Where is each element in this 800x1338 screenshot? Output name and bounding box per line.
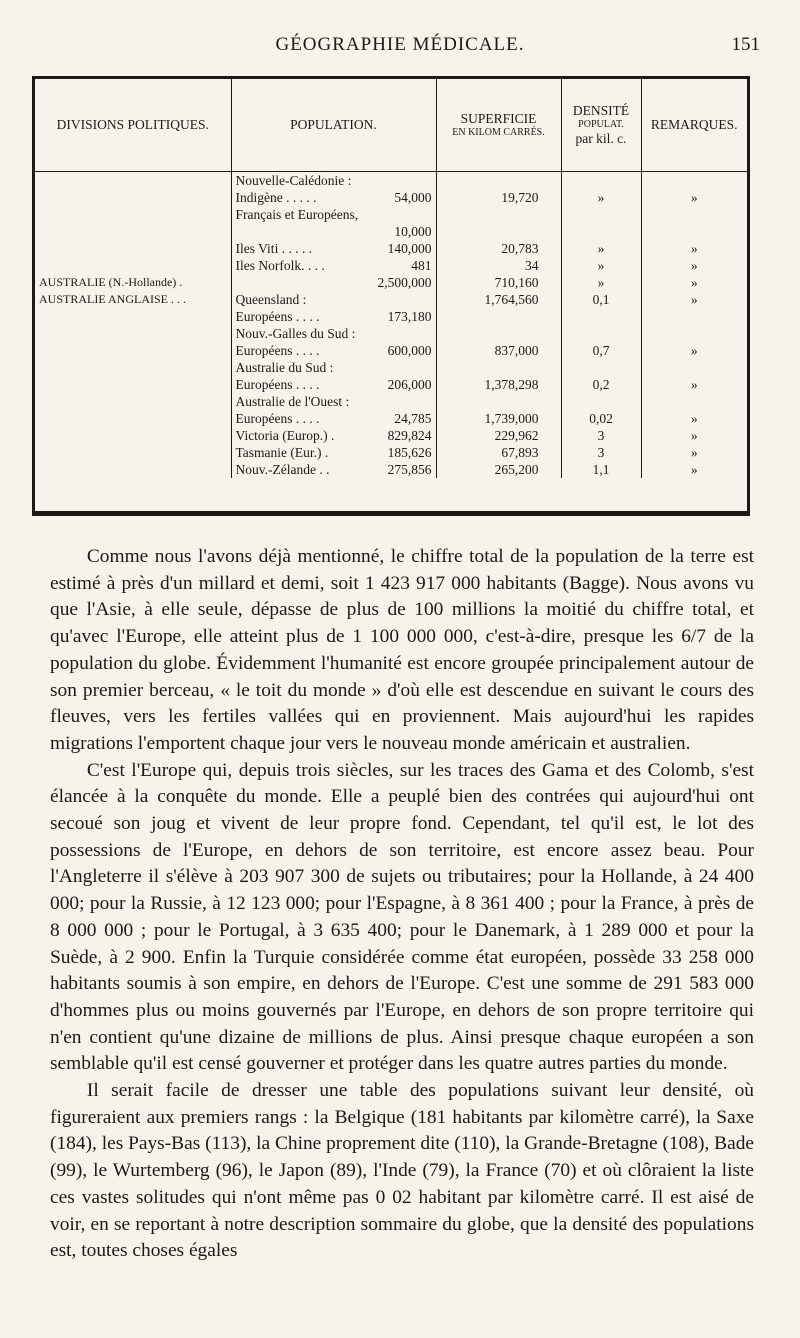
cell-superficie (436, 393, 561, 410)
table-row (35, 274, 747, 291)
col-densite-sub1: POPULAT. (578, 119, 624, 130)
population-label: Européens . . . . (235, 377, 320, 392)
population-label: Nouvelle-Calédonie : (235, 173, 352, 188)
cell-superficie: 67,893 (436, 444, 561, 461)
cell-superficie: 265,200 (436, 461, 561, 478)
cell-remarques (641, 359, 747, 376)
cell-superficie: 710,160 (436, 274, 561, 291)
cell-superficie (436, 308, 561, 325)
cell-remarques: » (641, 444, 747, 461)
cell-population (231, 172, 436, 190)
cell-population (231, 444, 436, 461)
population-label: Australie de l'Ouest : (235, 394, 350, 409)
table-row (35, 257, 747, 274)
cell-densite: 0,1 (561, 291, 641, 308)
cell-superficie: 19,720 (436, 189, 561, 206)
cell-superficie: 1,764,560 (436, 291, 561, 308)
cell-population (231, 325, 436, 342)
cell-division (35, 240, 231, 257)
cell-remarques: » (641, 461, 747, 478)
paragraph: Il serait facile de dresser une table des populations suivant leur densité, où figureraient aux premiers rangs : la Belgique (181 habitants par kilomètre carré), la Saxe (184), les Pays-Bas (113), la Chine proprement dite (110), la Grande-Bretagne (108), Bade (99), le Wurtemberg (96), le Japon (89), l'Inde (79), la France (70) et où clôraient la liste ces vastes solitudes qui n'ont même pas 0 02 habitant par kilomètre carré. Il est aisé de voir, en se reportant à notre description sommaire du globe, que la densité des populations est, toutes choses égales (50, 1080, 754, 1262)
cell-division (35, 461, 231, 478)
cell-densite: 0,02 (561, 410, 641, 427)
population-value: 275,856 (387, 462, 432, 477)
cell-superficie (436, 359, 561, 376)
cell-division (35, 189, 231, 206)
cell-division (35, 257, 231, 274)
cell-division (35, 223, 231, 240)
col-superficie-title: SUPERFICIE (460, 110, 537, 126)
cell-division (35, 393, 231, 410)
running-title: GÉOGRAPHIE MÉDICALE. (275, 34, 525, 55)
table-row (35, 172, 747, 190)
cell-division (35, 206, 231, 223)
col-densite-sub2: par kil. c. (575, 131, 627, 146)
page-header (40, 30, 760, 64)
cell-densite (561, 223, 641, 240)
cell-remarques: » (641, 274, 747, 291)
cell-remarques (641, 172, 747, 190)
population-value: 24,785 (394, 411, 432, 426)
col-superficie (436, 79, 561, 172)
cell-superficie: 1,739,000 (436, 410, 561, 427)
cell-densite: 0,2 (561, 376, 641, 393)
population-label: Nouv.-Galles du Sud : (235, 326, 356, 341)
cell-population (231, 257, 436, 274)
cell-remarques: » (641, 410, 747, 427)
cell-densite: » (561, 189, 641, 206)
cell-division (35, 376, 231, 393)
table-row (35, 291, 747, 308)
cell-division (35, 444, 231, 461)
paragraph: Comme nous l'avons déjà mentionné, le chiffre total de la population de la terre est estimé à près d'un millard et demi, soit 1 423 917 000 habitants (Bagge). Nous avons vu que l'Asie, à elle seule, dépasse de plus de 100 millions la moitié du chiffre total, et qu'avec l'Europe, elle atteint plus de 1 100 000 000, c'est-à-dire, presque les 6/7 de la population du globe. Évidemment l'humanité est encore groupée principalement autour de son premier berceau, « le toit du monde » d'où elle est descendue en suivant le cours des fleuves, vers les fertiles vallées qui en proviennent. Mais aujourd'hui les rapides migrations l'emportent chaque jour vers le nouveau monde américain et australien. (50, 546, 754, 754)
table-row (35, 427, 747, 444)
cell-division (35, 308, 231, 325)
col-densite (561, 79, 641, 172)
cell-division: AUSTRALIE (N.-Hollande) . (39, 275, 183, 289)
cell-remarques: » (641, 427, 747, 444)
population-label: Nouv.-Zélande . . (235, 462, 330, 477)
cell-population (231, 410, 436, 427)
cell-densite: » (561, 257, 641, 274)
population-label: Européens . . . . (235, 309, 320, 324)
cell-remarques: » (641, 257, 747, 274)
cell-remarques: » (641, 240, 747, 257)
cell-densite (561, 308, 641, 325)
cell-densite: 3 (561, 427, 641, 444)
population-label: Français et Européens, (235, 207, 359, 222)
cell-division (35, 325, 231, 342)
cell-superficie (436, 223, 561, 240)
population-value: 2,500,000 (377, 275, 432, 290)
col-superficie-sub: EN KILOM CARRÉS. (452, 127, 545, 139)
cell-densite (561, 172, 641, 190)
cell-superficie: 20,783 (436, 240, 561, 257)
cell-division: AUSTRALIE ANGLAISE . . . (39, 292, 186, 306)
population-label: Européens . . . . (235, 343, 320, 358)
table-row (35, 376, 747, 393)
table-row (35, 393, 747, 410)
body-text (50, 544, 754, 1265)
population-label: Iles Norfolk. . . . (235, 258, 325, 273)
cell-population (231, 461, 436, 478)
cell-remarques (641, 206, 747, 223)
table-row (35, 223, 747, 240)
cell-remarques (641, 325, 747, 342)
population-value: 10,000 (394, 224, 432, 239)
page-number: 151 (731, 34, 760, 55)
cell-densite: 1,1 (561, 461, 641, 478)
table-row (35, 325, 747, 342)
cell-densite (561, 206, 641, 223)
cell-densite (561, 393, 641, 410)
col-densite-title: DENSITÉ (572, 102, 630, 118)
cell-population (231, 223, 436, 240)
cell-population (231, 342, 436, 359)
cell-remarques (641, 223, 747, 240)
cell-population (231, 291, 436, 308)
population-value: 54,000 (394, 190, 432, 205)
cell-densite: » (561, 240, 641, 257)
cell-division (35, 427, 231, 444)
table-row (35, 189, 747, 206)
cell-population (231, 189, 436, 206)
cell-population (231, 206, 436, 223)
population-label: Tasmanie (Eur.) . (235, 445, 329, 460)
cell-remarques: » (641, 342, 747, 359)
population-label: Victoria (Europ.) . (235, 428, 335, 443)
col-population: POPULATION. (231, 79, 436, 172)
cell-superficie: 34 (436, 257, 561, 274)
population-value: 829,824 (387, 428, 432, 443)
cell-remarques: » (641, 376, 747, 393)
table-body (35, 172, 747, 479)
population-label: Queensland : (235, 292, 307, 307)
cell-division (35, 342, 231, 359)
cell-remarques: » (641, 291, 747, 308)
population-value: 600,000 (387, 343, 432, 358)
cell-division (35, 359, 231, 376)
table-row (35, 308, 747, 325)
col-remarques: REMARQUES. (641, 79, 747, 172)
table-row (35, 410, 747, 427)
cell-population (231, 376, 436, 393)
population-value: 206,000 (387, 377, 432, 392)
table-row (35, 206, 747, 223)
population-label: Iles Viti . . . . . (235, 241, 313, 256)
table-row (35, 461, 747, 478)
cell-remarques (641, 393, 747, 410)
table-row (35, 240, 747, 257)
population-value: 173,180 (387, 309, 432, 324)
population-table (32, 76, 750, 516)
cell-densite: 3 (561, 444, 641, 461)
cell-superficie (436, 206, 561, 223)
population-value: 481 (411, 258, 432, 273)
cell-superficie (436, 172, 561, 190)
cell-population (231, 308, 436, 325)
col-divisions: DIVISIONS POLITIQUES. (35, 79, 231, 172)
cell-superficie (436, 325, 561, 342)
table-row (35, 444, 747, 461)
cell-division (35, 410, 231, 427)
cell-superficie: 837,000 (436, 342, 561, 359)
cell-densite (561, 359, 641, 376)
cell-superficie: 229,962 (436, 427, 561, 444)
cell-population (231, 393, 436, 410)
population-value: 140,000 (387, 241, 432, 256)
population-label: Indigène . . . . . (235, 190, 317, 205)
cell-superficie: 1,378,298 (436, 376, 561, 393)
cell-population (231, 274, 436, 291)
table-row (35, 359, 747, 376)
population-label: Européens . . . . (235, 411, 320, 426)
cell-remarques (641, 308, 747, 325)
paragraph: C'est l'Europe qui, depuis trois siècles, sur les traces des Gama et des Colomb, s'est élancée à la conquête du monde. Elle a peuplé bien des contrées qui aujourd'hui ont secoué son joug et vivent de leur propre fond. Cependant, tel qu'il est, le lot des possessions de l'Europe, en dehors de son territoire, est encore assez beau. Pour l'Angleterre il s'élève à 203 907 300 de sujets ou tributaires; pour la Hollande, à 24 400 000; pour la Russie, à 12 123 000; pour l'Espagne, à 8 361 400 ; pour la France, à près de 8 000 000 ; pour le Portugal, à 3 635 400; pour le Danemark, à 1 289 000 et pour la Suède, à 2 900. Enfin la Turquie considérée comme état européen, possède 33 258 000 habitants soumis à son empire, en dehors de l'Europe. C'est une somme de 291 583 000 d'hommes plus ou moins gouvernés par l'Europe, en dehors de son propre territoire qui n'en contient qu'une dizaine de millions de plus. Ainsi presque chaque européen a son semblable qu'il est censé gouverner et protéger dans les quatre autres parties du monde. (50, 759, 754, 1075)
cell-remarques: » (641, 189, 747, 206)
cell-division (35, 172, 231, 190)
cell-densite: » (561, 274, 641, 291)
cell-densite (561, 325, 641, 342)
cell-population (231, 359, 436, 376)
cell-densite: 0,7 (561, 342, 641, 359)
cell-population (231, 427, 436, 444)
population-label: Australie du Sud : (235, 360, 334, 375)
table-row (35, 342, 747, 359)
cell-population (231, 240, 436, 257)
population-value: 185,626 (387, 445, 432, 460)
